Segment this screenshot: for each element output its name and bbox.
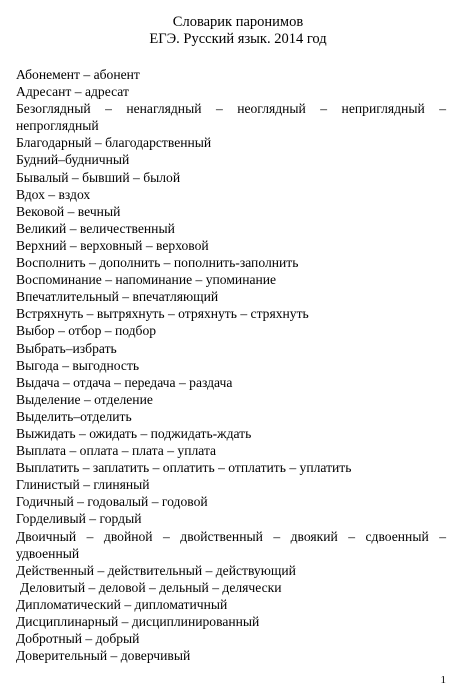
list-item: Выделить–отделить xyxy=(16,408,132,424)
paronym-list xyxy=(16,66,446,664)
list-item: Вековой – вечный xyxy=(16,203,121,219)
list-item: Выбор – отбор – подбор xyxy=(16,323,157,339)
list-item: Вдох – вздох xyxy=(16,186,91,202)
list-item: Горделивый – гордый xyxy=(16,511,142,527)
title-line-1: Словарик паронимов xyxy=(172,14,304,30)
document-title xyxy=(0,14,476,48)
list-item: Великий – величественный xyxy=(16,220,175,236)
list-item: Благодарный – благодарственный xyxy=(16,135,212,151)
list-item: Будний–будничный xyxy=(16,152,130,168)
list-item: Абонемент – абонент xyxy=(16,67,140,82)
list-item: Выдача – отдача – передача – раздача xyxy=(16,374,233,390)
list-item: Выплата – оплата – плата – уплата xyxy=(16,443,217,459)
list-item: Добротный – добрый xyxy=(16,631,140,647)
list-item: Безоглядный – ненаглядный – неоглядный – неприглядный – непроглядный xyxy=(16,101,446,134)
list-item: Восполнить – дополнить – пополнить-заполнить xyxy=(16,255,299,271)
list-item: Годичный – годовалый – годовой xyxy=(16,494,208,510)
list-item: Выделение – отделение xyxy=(16,391,153,407)
list-item: Дипломатический – дипломатичный xyxy=(16,596,228,612)
list-item: Адресант – адресат xyxy=(16,84,129,100)
list-item: Деловитый – деловой – дельный – делячески xyxy=(20,579,282,595)
title-line-2: ЕГЭ. Русский язык. 2014 год xyxy=(149,31,327,47)
list-item: Двоичный – двойной – двойственный – двоякий – сдвоенный – удвоенный xyxy=(16,528,446,561)
list-item: Встряхнуть – вытряхнуть – отряхнуть – стряхнуть xyxy=(16,306,309,322)
list-item: Воспоминание – напоминание – упоминание xyxy=(16,272,277,288)
list-item: Впечатлительный – впечатляющий xyxy=(16,289,219,305)
list-item: Выгода – выгодность xyxy=(16,357,140,373)
list-item: Действенный – действительный – действующий xyxy=(16,562,296,578)
list-item: Доверительный – доверчивый xyxy=(16,648,191,664)
list-item: Верхний – верховный – верховой xyxy=(16,237,209,253)
list-item: Выбрать–избрать xyxy=(16,340,117,356)
list-item: Глинистый – глиняный xyxy=(16,477,150,493)
list-item: Бывалый – бывший – былой xyxy=(16,169,181,185)
page-number: 1 xyxy=(440,674,446,686)
list-item: Выжидать – ожидать – поджидать-ждать xyxy=(16,425,252,441)
list-item: Выплатить – заплатить – оплатить – отплатить – уплатить xyxy=(16,460,352,476)
list-item: Дисциплинарный – дисциплинированный xyxy=(16,614,260,629)
